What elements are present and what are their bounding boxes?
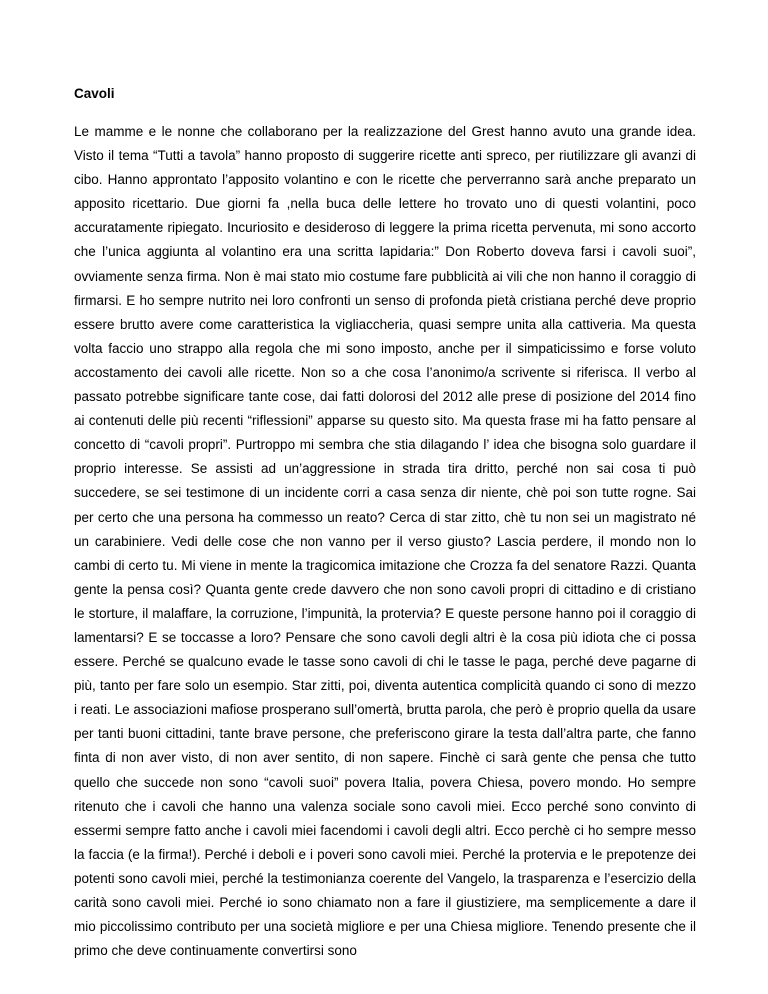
document-body: Le mamme e le nonne che collaborano per la realizzazione del Grest hanno avuto una grande idea. Visto il tema “Tutti a tavola” hanno proposto di suggerire ricette anti spreco, per riutilizzare gli avanzi di cibo. Hanno approntato l’apposito volantino e con le ricette che perverranno sarà anche preparato un apposito ricettario. Due giorni fa ,nella buca delle lettere ho trovato uno di questi volantini, poco accuratamente ripiegato. Incuriosito e desideroso di leggere la prima ricetta pervenuta, mi sono accorto che l’unica aggiunta al volantino era una scritta lapidaria:” Don Roberto doveva farsi i cavoli suoi”, ovviamente senza firma. Non è mai stato mio costume fare pubblicità ai vili che non hanno il coraggio di firmarsi. E ho sempre nutrito nei loro confronti un senso di profonda pietà cristiana perché deve proprio essere brutto avere come caratteristica la vigliaccheria, quasi sempre unita alla cattiveria. Ma questa volta faccio uno strappo alla regola che mi sono imposto, anche per il simpaticissimo e forse voluto accostamento dei cavoli alle ricette. Non so a che cosa l’anonimo/a scrivente si riferisca. Il verbo al passato potrebbe significare tante cose, dai fatti dolorosi del 2012 alle prese di posizione del 2014 fino ai contenuti delle più recenti “riflessioni” apparse su questo sito. Ma questa frase mi ha fatto pensare al concetto di “cavoli propri”. Purtroppo mi sembra che stia dilagando l’ idea che bisogna solo guardare il proprio interesse. Se assisti ad un’aggressione in strada tira dritto, perché non sai cosa ti può succedere, se sei testimone di un incidente corri a casa senza dir niente, chè poi son tutte rogne. Sai per certo che una persona ha commesso un reato? Cerca di star zitto, chè tu non sei un magistrato né un carabiniere. Vedi delle cose che non vanno per il verso giusto? Lascia perdere, il mondo non lo cambi di certo tu. Mi viene in mente la tragicomica imitazione che Crozza fa del senatore Razzi. Quanta gente la pensa così? Quanta gente crede davvero che non sono cavoli propri di cittadino e di cristiano le storture, il malaffare, la corruzione, l’impunità, la protervia? E queste persone hanno poi il coraggio di lamentarsi? E se toccasse a loro? Pensare che sono cavoli degli altri è la cosa più idiota che ci possa essere. Perché se qualcuno evade le tasse sono cavoli di chi le tasse le paga, perché deve pagarne di più, tanto per fare solo un esempio. Star zitti, poi, diventa autentica complicità quando ci sono di mezzo i reati. Le associazioni mafiose prosperano sull’omertà, brutta parola, che però è proprio quella da usare per tanti buoni cittadini, tante brave persone, che preferiscono girare la testa dall’altra parte, che fanno finta di non aver visto, di non aver sentito, di non sapere. Finchè ci sarà gente che pensa che tutto quello che succede non sono “cavoli suoi” povera Italia, povera Chiesa, povero mondo. Ho sempre ritenuto che i cavoli che hanno una valenza sociale sono cavoli miei. Ecco perché sono convinto di essermi sempre fatto anche i cavoli miei facendomi i cavoli degli altri. Ecco perchè ci ho sempre messo la faccia (e la firma!). Perché i deboli e i poveri sono cavoli miei. Perché la protervia e le prepotenze dei potenti sono cavoli miei, perché la testimonianza coerente del Vangelo, la trasparenza e l’esercizio della carità sono cavoli miei. Perché io sono chiamato non a fare il giustiziere, ma semplicemente a dare il mio piccolissimo contributo per una società migliore e per una Chiesa migliore. Tenendo presente che il primo che deve continuamente convertirsi sono <box>74 124 696 959</box>
document-page <box>74 82 696 963</box>
document-title: Cavoli <box>74 86 115 101</box>
